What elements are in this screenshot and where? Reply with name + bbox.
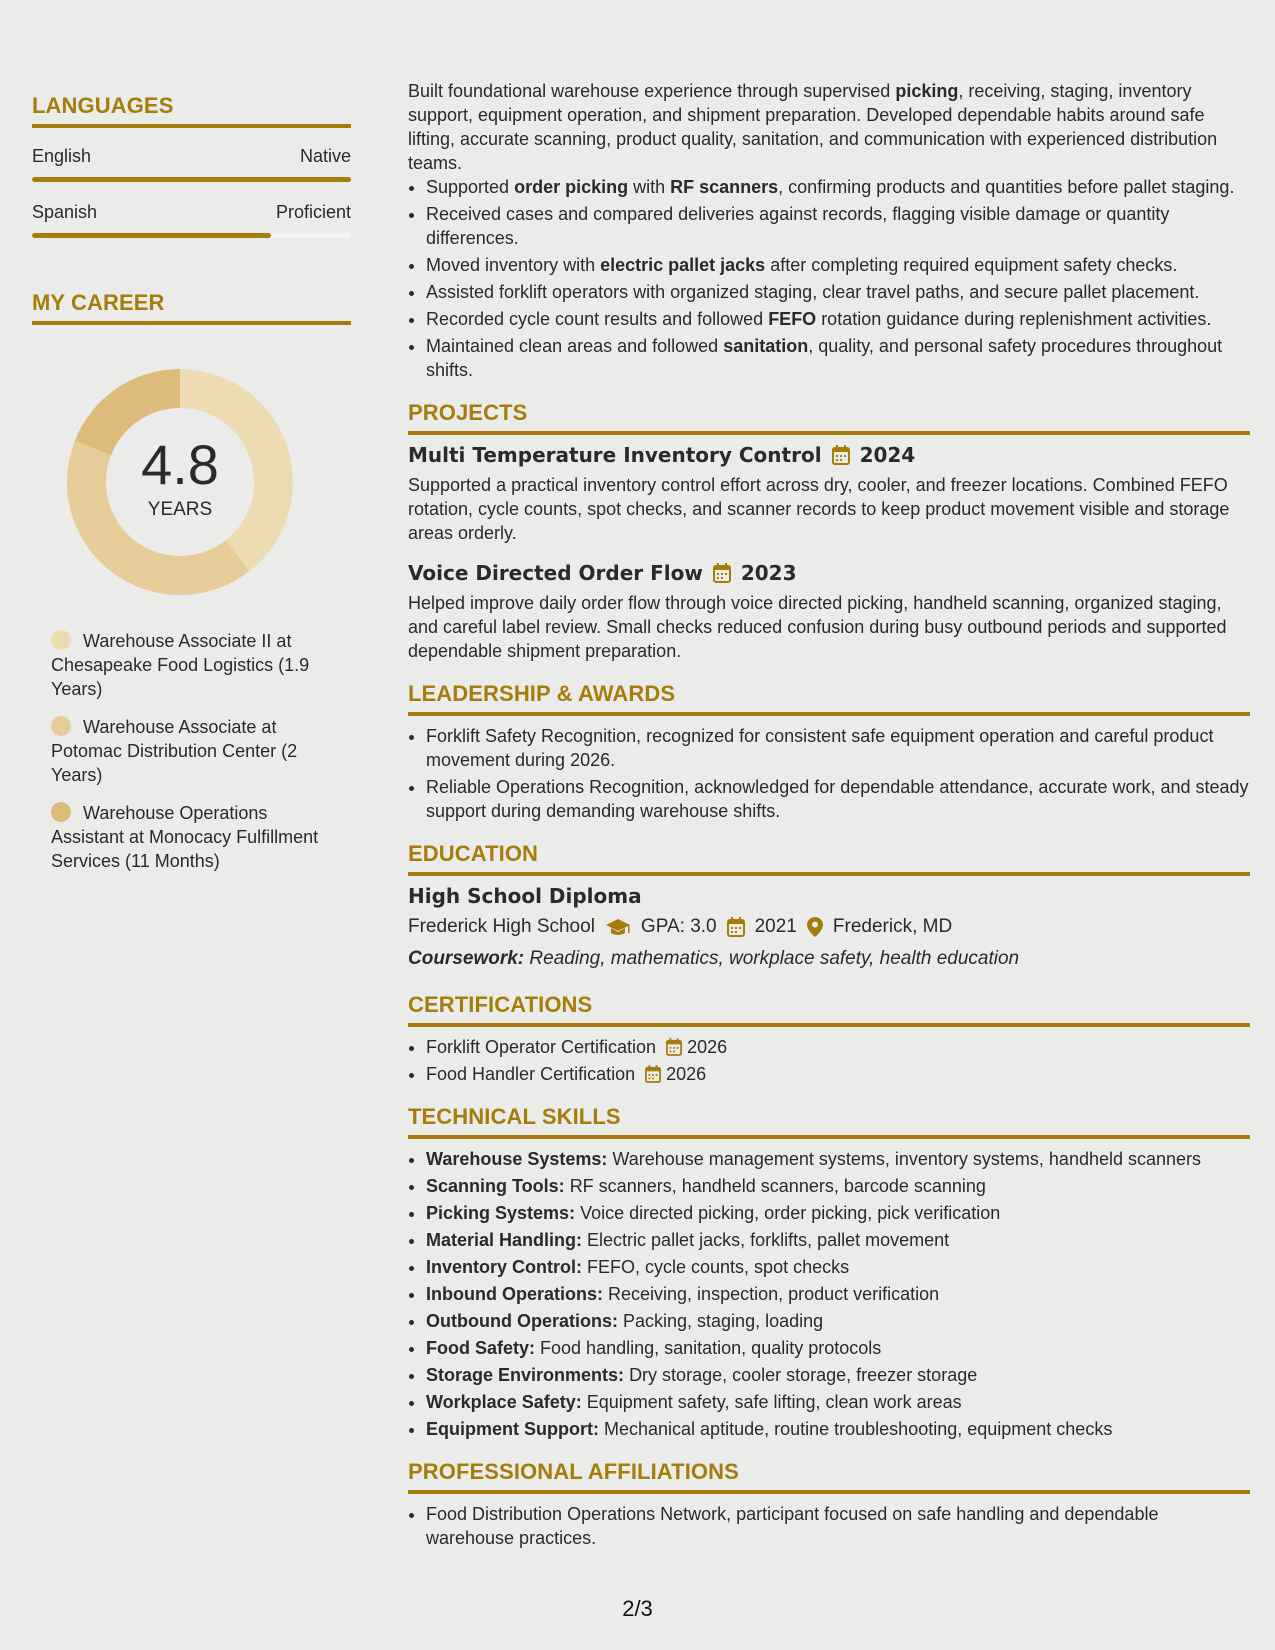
main-content <box>408 79 1250 1553</box>
language-name: Spanish <box>32 202 98 222</box>
leadership-item: • Reliable Operations Recognition, acknowledged for dependable attendance, accurate work, and steady support during demanding warehouse shifts. <box>426 775 1250 823</box>
language-item <box>32 146 351 182</box>
legend-item <box>51 715 336 787</box>
experience-bullet: • Moved inventory with electric pallet jacks after completing required equipment safety checks. <box>426 253 1250 277</box>
intro-text: Built foundational warehouse experience through supervised <box>408 81 896 101</box>
legend-label: Warehouse Operations Assistant at Monocacy Fulfillment Services (11 Months) <box>51 803 319 871</box>
skill-item <box>426 1255 1250 1279</box>
career-legend <box>51 629 336 873</box>
intro-text: , receiving, staging, inventory support, equipment operation, and shipment preparation. Developed dependable habits around safe lifting, accurate scanning, product quality, sanitation, and communication with experienced distribution teams. <box>408 81 1218 173</box>
skill-value: Packing, staging, loading <box>623 1311 824 1331</box>
skill-item <box>426 1228 1250 1252</box>
experience-bullet: • Recorded cycle count results and followed FEFO rotation guidance during replenishment activities. <box>426 307 1250 331</box>
education-details <box>408 916 1250 938</box>
language-level: Native <box>299 146 351 166</box>
skill-value: FEFO, cycle counts, spot checks <box>587 1257 850 1277</box>
language-proficiency-fill <box>32 233 271 238</box>
language-proficiency-bar <box>32 177 351 182</box>
skill-label: Workplace Safety: <box>426 1392 582 1412</box>
certification-name: Forklift Operator Certification <box>426 1037 657 1057</box>
career-donut <box>65 367 295 597</box>
language-list <box>32 146 351 238</box>
calendar-icon <box>666 1038 682 1056</box>
legend-dot <box>51 716 71 736</box>
language-item <box>32 202 351 238</box>
project-description: Supported a practical inventory control effort across dry, cooler, and freezer locations. Combined FEFO rotation, cycle counts, spot checks, and scanner records to keep product movement visible and storage areas orderly. <box>408 475 1230 543</box>
certification-year: 2026 <box>666 1064 707 1084</box>
certifications-list <box>408 1035 1250 1086</box>
education-coursework <box>408 948 1250 970</box>
legend-label: Warehouse Associate II at Chesapeake Food Logistics (1.9 Years) <box>51 631 310 699</box>
experience-bullet: • Maintained clean areas and followed sanitation, quality, and personal safety procedures throughout shifts. <box>426 334 1250 382</box>
skill-item <box>426 1174 1250 1198</box>
calendar-icon <box>727 917 745 937</box>
project-year: 2023 <box>740 561 797 585</box>
calendar-icon <box>645 1065 661 1083</box>
career-unit: YEARS <box>147 499 213 520</box>
graduation-cap-icon <box>605 917 631 937</box>
language-level: Proficient <box>275 202 351 222</box>
certifications-title: CERTIFICATIONS <box>408 992 1250 1027</box>
skill-value: Dry storage, cooler storage, freezer storage <box>629 1365 978 1385</box>
project-item <box>408 561 1250 663</box>
coursework-label: Coursework: <box>408 948 525 969</box>
skill-item <box>426 1309 1250 1333</box>
skill-label: Storage Environments: <box>426 1365 625 1385</box>
coursework-text: Reading, mathematics, workplace safety, health education <box>529 948 1020 969</box>
skill-label: Picking Systems: <box>426 1203 576 1223</box>
skill-value: RF scanners, handheld scanners, barcode scanning <box>569 1176 986 1196</box>
education-location: Frederick, MD <box>832 916 953 937</box>
certification-name: Food Handler Certification <box>426 1064 636 1084</box>
skill-value: Electric pallet jacks, forklifts, pallet movement <box>587 1230 950 1250</box>
intro-bold: picking <box>895 81 959 101</box>
affiliations-title: PROFESSIONAL AFFILIATIONS <box>408 1459 1250 1494</box>
skill-value: Voice directed picking, order picking, pick verification <box>580 1203 1001 1223</box>
education-school: Frederick High School <box>408 916 595 937</box>
language-name: English <box>32 146 92 166</box>
legend-dot <box>51 802 71 822</box>
skill-item <box>426 1201 1250 1225</box>
certification-item <box>426 1062 1250 1086</box>
skill-item <box>426 1417 1250 1441</box>
skill-value: Receiving, inspection, product verification <box>608 1284 940 1304</box>
experience-bullet: • Assisted forklift operators with organized staging, clear travel paths, and secure pallet placement. <box>426 280 1250 304</box>
skill-item <box>426 1147 1250 1171</box>
experience-intro <box>408 79 1250 175</box>
project-year: 2024 <box>859 443 916 467</box>
leadership-item: • Forklift Safety Recognition, recognized for consistent safe equipment operation and careful product movement during 2026. <box>426 724 1250 772</box>
career-total: 4.8 <box>141 433 219 496</box>
calendar-icon <box>832 445 850 465</box>
language-proficiency-fill <box>32 177 351 182</box>
legend-label: Warehouse Associate at Potomac Distribution Center (2 Years) <box>51 717 298 785</box>
skill-label: Inbound Operations: <box>426 1284 603 1304</box>
skills-list <box>408 1147 1250 1441</box>
skill-label: Scanning Tools: <box>426 1176 565 1196</box>
project-name: Multi Temperature Inventory Control <box>408 443 822 467</box>
language-proficiency-bar <box>32 233 351 238</box>
skill-value: Food handling, sanitation, quality protocols <box>540 1338 882 1358</box>
affiliations-list <box>408 1502 1250 1550</box>
skill-label: Inventory Control: <box>426 1257 582 1277</box>
career-title: MY CAREER <box>32 290 351 325</box>
skill-item <box>426 1390 1250 1414</box>
skills-title: TECHNICAL SKILLS <box>408 1104 1250 1139</box>
education-title: EDUCATION <box>408 841 1250 876</box>
project-name: Voice Directed Order Flow <box>408 561 703 585</box>
leadership-title: LEADERSHIP & AWARDS <box>408 681 1250 716</box>
location-pin-icon <box>807 917 823 937</box>
experience-bullet: • Supported order picking with RF scanners, confirming products and quantities before pallet staging. <box>426 175 1250 199</box>
skill-label: Material Handling: <box>426 1230 583 1250</box>
calendar-icon <box>713 563 731 583</box>
skill-item <box>426 1363 1250 1387</box>
project-item <box>408 443 1250 545</box>
legend-item <box>51 629 336 701</box>
skill-item <box>426 1282 1250 1306</box>
skill-label: Outbound Operations: <box>426 1311 618 1331</box>
skill-item <box>426 1336 1250 1360</box>
experience-bullets <box>408 175 1250 382</box>
project-description: Helped improve daily order flow through voice directed picking, handheld scanning, organized staging, and careful label review. Small checks reduced confusion during busy outbound periods and supported dependable shipment preparation. <box>408 593 1227 661</box>
languages-title: LANGUAGES <box>32 93 351 128</box>
legend-item <box>51 801 336 873</box>
page-number: 2/3 <box>622 1596 653 1621</box>
affiliation-item: • Food Distribution Operations Network, participant focused on safe handling and dependable warehouse practices. <box>426 1502 1250 1550</box>
skill-value: Equipment safety, safe lifting, clean work areas <box>586 1392 962 1412</box>
skill-label: Food Safety: <box>426 1338 536 1358</box>
certification-item <box>426 1035 1250 1059</box>
skill-label: Equipment Support: <box>426 1419 599 1439</box>
skill-value: Mechanical aptitude, routine troubleshooting, equipment checks <box>604 1419 1113 1439</box>
skill-value: Warehouse management systems, inventory systems, handheld scanners <box>612 1149 1202 1169</box>
certification-year: 2026 <box>687 1037 728 1057</box>
experience-bullet: • Received cases and compared deliveries against records, flagging visible damage or quantity differences. <box>426 202 1250 250</box>
skill-label: Warehouse Systems: <box>426 1149 608 1169</box>
projects-title: PROJECTS <box>408 400 1250 435</box>
legend-dot <box>51 630 71 650</box>
education-degree: High School Diploma <box>408 884 642 908</box>
sidebar <box>32 93 351 887</box>
education-year: 2021 <box>754 916 797 937</box>
education-gpa: GPA: 3.0 <box>640 916 717 937</box>
leadership-list <box>408 724 1250 823</box>
